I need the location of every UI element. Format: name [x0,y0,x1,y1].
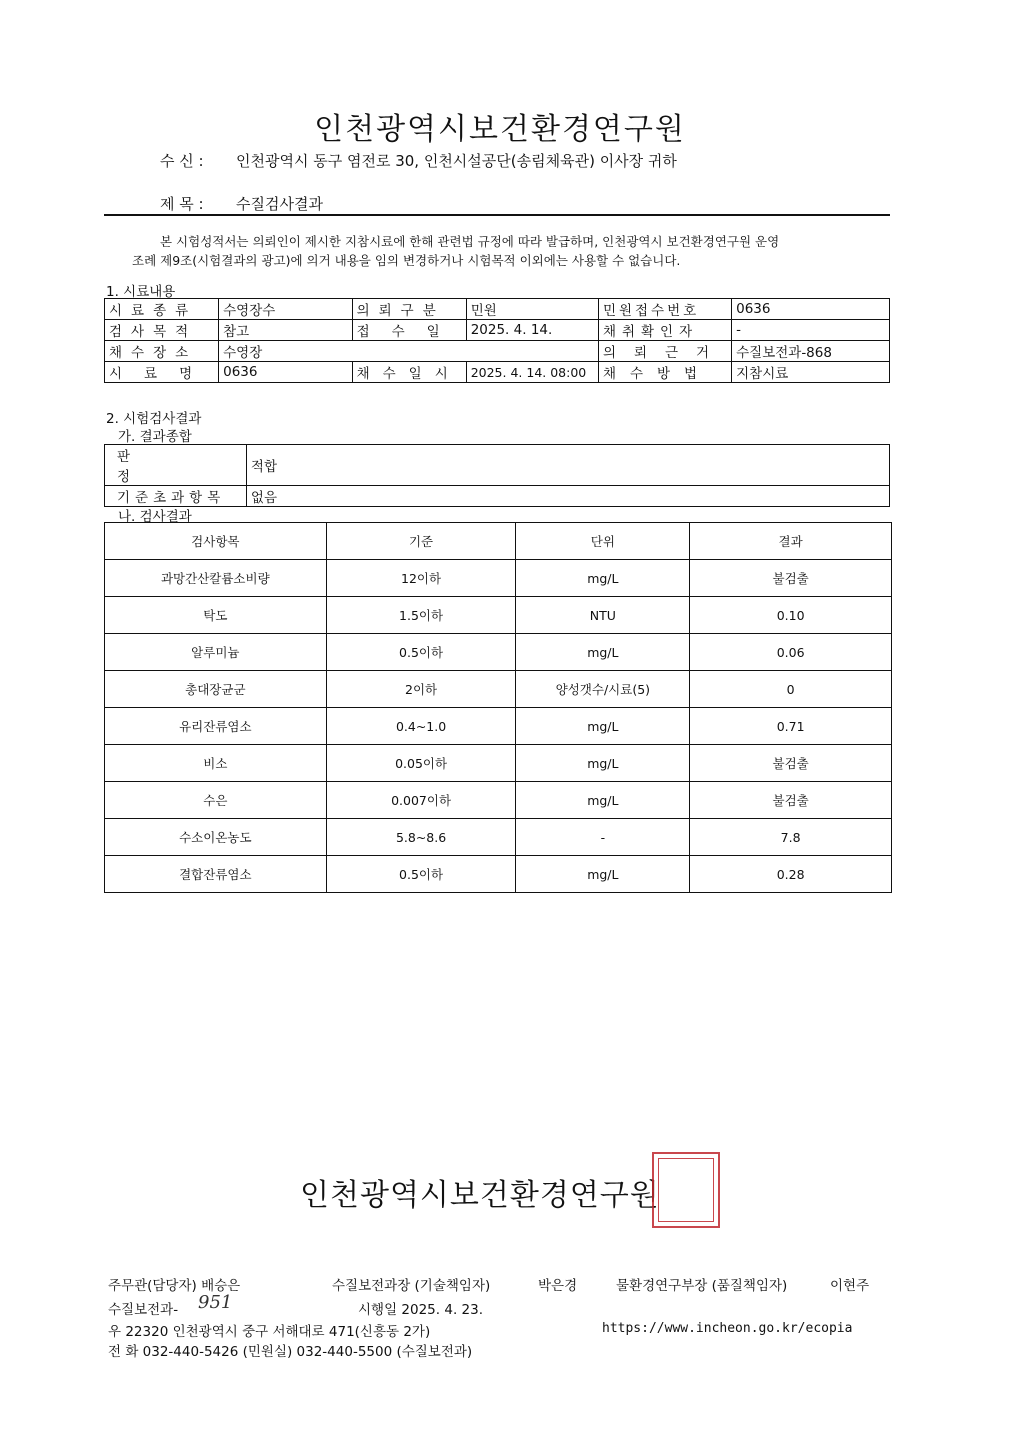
table-row [105,634,892,671]
info-value: 수영장수 [219,299,352,320]
info-label: 채취확인자 [598,320,731,341]
test-item: 알루미늄 [105,634,327,671]
info-label: 시료명 [105,362,219,383]
unit: mg/L [516,856,690,893]
info-label: 채수장소 [105,341,219,362]
test-item: 결합잔류염소 [105,856,327,893]
officer-staff: 주무관(담당자) 배승은 [108,1278,241,1294]
test-item: 탁도 [105,597,327,634]
info-value: - [732,320,890,341]
info-value: 0636 [219,362,352,383]
result: 0.28 [690,856,892,893]
result: 0.06 [690,634,892,671]
subject-label: 제 목 : [160,195,204,213]
document-title: 인천광역시보건환경연구원 [314,112,686,147]
info-value: 수질보전과-868 [732,341,890,362]
info-value: 0636 [732,299,890,320]
officer-section-chief: 수질보전과장 (기술책임자) [332,1278,491,1294]
info-label: 접수일 [352,320,466,341]
result: 0 [690,671,892,708]
header-divider [104,214,890,216]
standard: 2이하 [326,671,516,708]
result-summary-table [104,444,890,507]
unit: mg/L [516,782,690,819]
summary-label: 기준초과항목 [105,486,247,507]
table-row [105,445,890,486]
standard: 12이하 [326,560,516,597]
summary-label: 판정 [105,445,247,486]
info-label: 검사목적 [105,320,219,341]
standard: 1.5이하 [326,597,516,634]
standard: 0.4~1.0 [326,708,516,745]
unit: 양성갯수/시료(5) [516,671,690,708]
standard: 0.5이하 [326,634,516,671]
issue-date: 시행일 2025. 4. 23. [358,1302,483,1318]
info-label: 의뢰구분 [352,299,466,320]
unit: NTU [516,597,690,634]
info-label: 시료종류 [105,299,219,320]
column-header: 검사항목 [105,523,327,560]
result: 불검출 [690,782,892,819]
test-item: 유리잔류염소 [105,708,327,745]
test-item: 비소 [105,745,327,782]
document-number-handwritten: 951 [198,1292,233,1313]
column-header: 기준 [326,523,516,560]
table-header-row [105,523,892,560]
info-value: 2025. 4. 14. [466,320,598,341]
result: 0.10 [690,597,892,634]
result: 0.71 [690,708,892,745]
recipient-label: 수 신 : [160,152,204,170]
test-results-table [104,522,892,893]
intro-line-1: 본 시험성적서는 의뢰인이 제시한 지참시료에 한해 관련법 규정에 따라 발급하며, 인천광역시 보건환경연구원 운영 [160,234,780,249]
table-row [105,856,892,893]
unit: mg/L [516,745,690,782]
table-row [105,299,890,320]
info-label: 의뢰근거 [598,341,731,362]
summary-title: 가. 결과종합 [118,429,192,445]
phone-numbers: 전 화 032-440-5426 (민원실) 032-440-5500 (수질보전과) [108,1344,473,1360]
officer-director: 물환경연구부장 (품질책임자) [616,1278,788,1294]
table-row [105,341,890,362]
official-seal-stamp [652,1152,720,1228]
info-value: 지참시료 [732,362,890,383]
table-row [105,597,892,634]
table-row [105,708,892,745]
standard: 0.007이하 [326,782,516,819]
recipient-value: 인천광역시 동구 염전로 30, 인천시설공단(송림체육관) 이사장 귀하 [236,152,677,170]
results-title: 나. 검사결과 [118,509,192,525]
info-label: 민원접수번호 [598,299,731,320]
table-row [105,486,890,507]
officer-director-name: 이현주 [830,1278,870,1294]
table-row [105,320,890,341]
table-row [105,745,892,782]
info-label: 채수일시 [352,362,466,383]
officer-section-chief-name: 박은경 [538,1278,578,1294]
seal-inner-border [658,1158,714,1222]
test-item: 수소이온농도 [105,819,327,856]
standard: 0.05이하 [326,745,516,782]
unit: - [516,819,690,856]
footer-org-name: 인천광역시보건환경연구원 [300,1178,660,1213]
result: 불검출 [690,745,892,782]
standard: 0.5이하 [326,856,516,893]
section2-title: 2. 시험검사결과 [106,411,202,427]
info-value: 민원 [466,299,598,320]
intro-line-2: 조례 제9조(시험결과의 광고)에 의거 내용을 임의 변경하거나 시험목적 이외에는 사용할 수 없습니다. [132,253,681,268]
table-row [105,671,892,708]
table-row [105,819,892,856]
sample-info-table [104,298,890,383]
test-item: 과망간산칼륨소비량 [105,560,327,597]
website-link[interactable]: https://www.incheon.go.kr/ecopia [602,1321,853,1336]
table-row [105,560,892,597]
summary-value: 적합 [246,445,889,486]
result: 7.8 [690,819,892,856]
unit: mg/L [516,634,690,671]
result: 불검출 [690,560,892,597]
document-number-label: 수질보전과- [108,1302,179,1318]
table-row [105,782,892,819]
subject-value: 수질검사결과 [236,195,323,213]
column-header: 결과 [690,523,892,560]
section1-title: 1. 시료내용 [106,284,176,300]
unit: mg/L [516,560,690,597]
info-value: 수영장 [219,341,599,362]
info-value: 2025. 4. 14. 08:00 [466,362,598,383]
test-item: 수은 [105,782,327,819]
address: 우 22320 인천광역시 중구 서해대로 471(신흥동 2가) [108,1324,431,1340]
table-row [105,362,890,383]
column-header: 단위 [516,523,690,560]
unit: mg/L [516,708,690,745]
standard: 5.8~8.6 [326,819,516,856]
test-item: 총대장균군 [105,671,327,708]
info-label: 채수방법 [598,362,731,383]
summary-value: 없음 [246,486,889,507]
info-value: 참고 [219,320,352,341]
